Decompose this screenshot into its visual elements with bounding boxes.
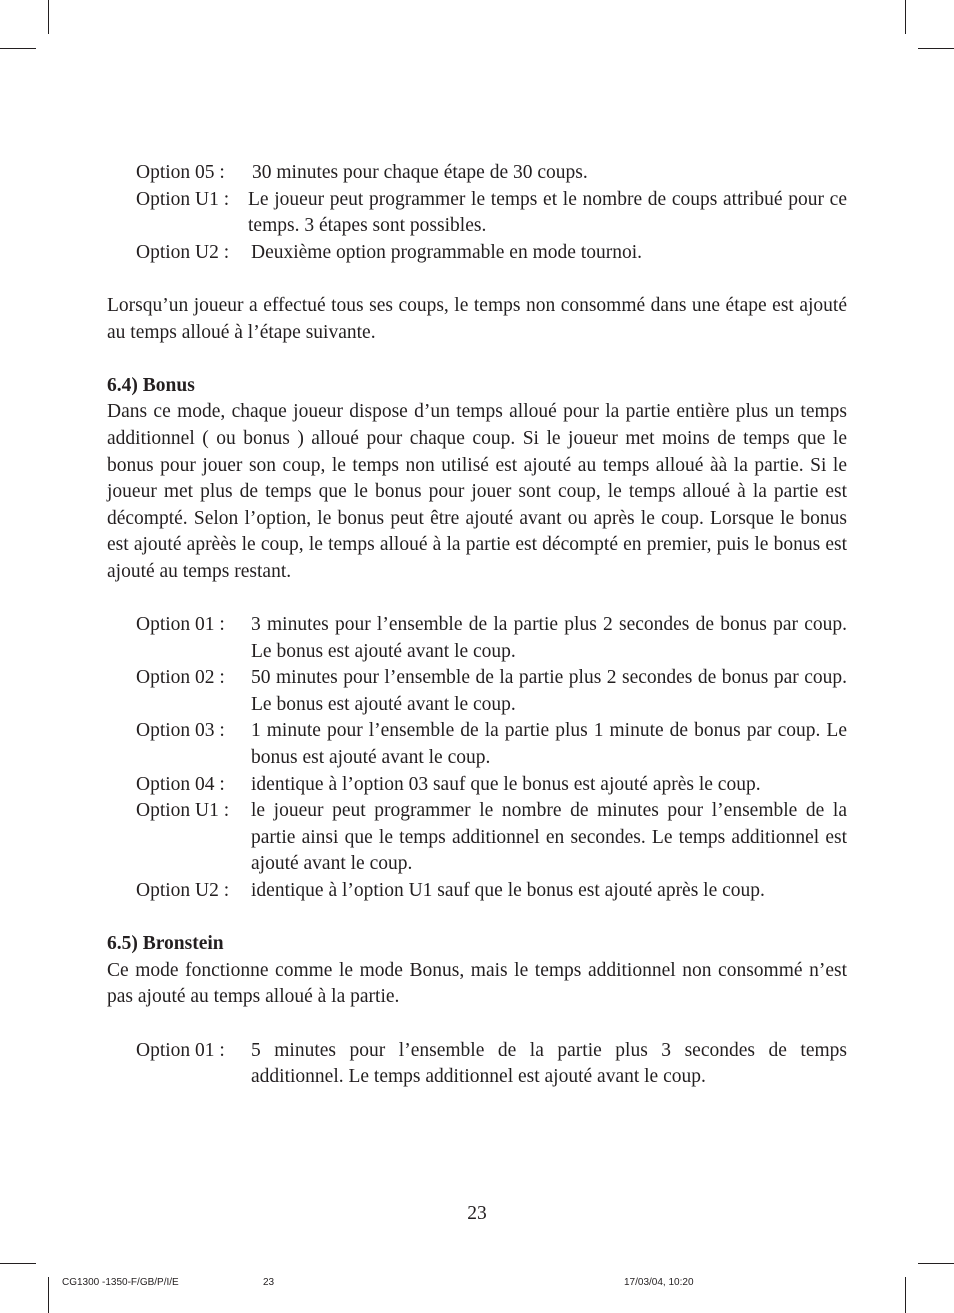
option-label: Option 02 : bbox=[136, 667, 230, 689]
bronstein-option-01 bbox=[107, 1038, 847, 1091]
option-label: Option U2 : bbox=[136, 241, 235, 263]
option-text: identique à l’option 03 sauf que le bonus est ajouté après le coup. bbox=[251, 773, 761, 795]
footer-doc-code: CG1300 -1350-F/GB/P/I/E bbox=[62, 1277, 179, 1288]
paragraph-bonus: Dans ce mode, chaque joueur dispose d’un temps alloué pour la partie entière plus un temps additionnel ( ou bonus ) alloué pour chaque coup. Si le joueur met moins de temps que le bonus pour jouer son coup, le temps non utilisé est ajouté au temps alloué àà la partie. Si le joueur met plus de temps que le bonus pour jouer sont coup, le temps alloué à la partie est décompté. Selon l’option, le bonus peut être ajouté avant ou après le coup. Lorsque le bonus est ajouté aprèès le coup, le temps alloué à la partie est décompté en premier, puis le bonus est ajouté au temps restant. bbox=[107, 401, 847, 582]
option-label: Option 05 : bbox=[136, 162, 235, 183]
crop-mark bbox=[905, 1277, 906, 1313]
option-u1-row bbox=[107, 187, 847, 240]
bonus-option-03 bbox=[107, 718, 847, 771]
bonus-option-02 bbox=[107, 665, 847, 718]
footer-page: 23 bbox=[263, 1277, 275, 1288]
option-text: 3 minutes pour l’ensemble de la partie plus 2 secondes de bonus par coup. Le bonus est ajouté avant le coup. bbox=[251, 614, 847, 662]
option-text: Le joueur peut programmer le temps et le nombre de coups attribué pour ce temps. 3 étapes sont possibles. bbox=[248, 188, 847, 237]
crop-mark bbox=[48, 1277, 49, 1313]
crop-mark bbox=[0, 48, 36, 49]
bonus-option-01 bbox=[107, 612, 847, 665]
footer-timestamp: 17/03/04, 10:20 bbox=[624, 1277, 694, 1288]
bonus-option-u1 bbox=[107, 798, 847, 878]
option-text: le joueur peut programmer le nombre de minutes pour l’ensemble de la partie ainsi que le temps additionnel en secondes. Le temps additionnel est ajouté avant le coup. bbox=[251, 800, 847, 875]
crop-mark bbox=[905, 0, 906, 34]
option-label: Option 04 : bbox=[136, 773, 230, 795]
option-label: Option U2 : bbox=[136, 880, 235, 902]
option-label: Option 01 : bbox=[136, 614, 230, 636]
page-number: 23 bbox=[467, 1203, 487, 1224]
option-text: 30 minutes pour chaque étape de 30 coups. bbox=[252, 162, 588, 183]
section-heading-bronstein: 6.5) Bronstein bbox=[107, 933, 224, 955]
option-label: Option 01 : bbox=[136, 1039, 230, 1061]
bonus-option-u2 bbox=[107, 878, 847, 905]
option-text: 5 minutes pour l’ensemble de la partie plus 3 secondes de temps additionnel. Le temps additionnel est ajouté avant le coup. bbox=[251, 1039, 847, 1088]
paragraph-remaining-time: Lorsqu’un joueur a effectué tous ses coups, le temps non consommé dans une étape est ajouté au temps alloué à l’étape suivante. bbox=[107, 294, 847, 343]
crop-mark bbox=[48, 0, 49, 34]
option-text: 50 minutes pour l’ensemble de la partie plus 2 secondes de bonus par coup. Le bonus est ajouté avant le coup. bbox=[251, 667, 847, 715]
bonus-option-04 bbox=[107, 772, 847, 799]
option-label: Option U1 : bbox=[136, 800, 235, 822]
page-content bbox=[107, 160, 847, 1091]
option-text: 1 minute pour l’ensemble de la partie plus 1 minute de bonus par coup. Le bonus est ajouté avant le coup. bbox=[251, 720, 847, 769]
section-heading-bonus: 6.4) Bonus bbox=[107, 374, 195, 396]
option-text: identique à l’option U1 sauf que le bonus est ajouté après le coup. bbox=[251, 880, 765, 902]
crop-mark bbox=[918, 1263, 954, 1264]
option-u2-row bbox=[107, 240, 847, 267]
crop-mark bbox=[0, 1263, 36, 1264]
crop-mark bbox=[918, 48, 954, 49]
option-label: Option U1 : bbox=[136, 188, 235, 210]
option-05-row bbox=[107, 160, 847, 187]
option-label: Option 03 : bbox=[136, 720, 230, 742]
paragraph-bronstein: Ce mode fonctionne comme le mode Bonus, mais le temps additionnel non consommé n’est pas ajouté au temps alloué à la partie. bbox=[107, 959, 847, 1008]
option-text: Deuxième option programmable en mode tournoi. bbox=[251, 241, 642, 263]
